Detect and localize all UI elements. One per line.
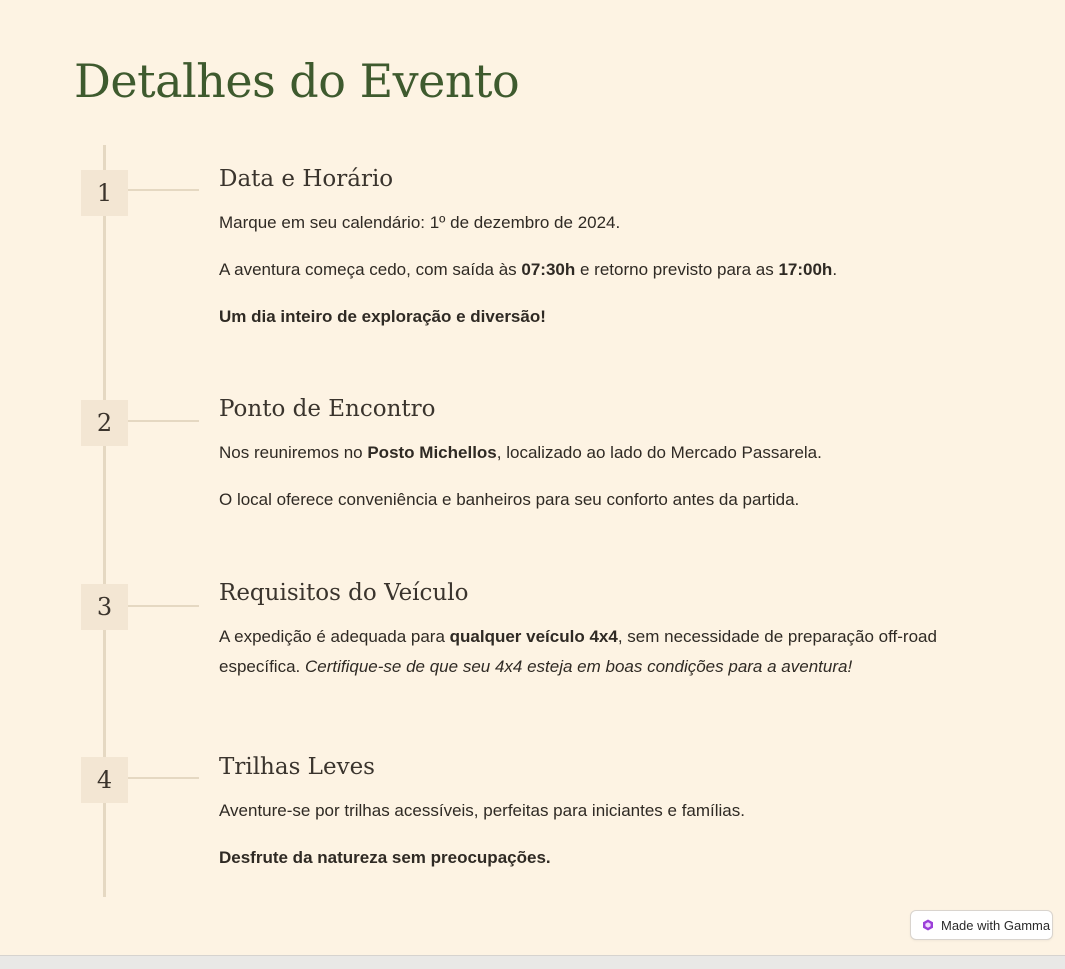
bold-text: Desfrute da natureza sem preocupações. <box>219 848 551 867</box>
bold-text: 17:00h <box>778 260 833 279</box>
step-heading: Requisitos do Veículo <box>219 580 469 606</box>
step-heading: Data e Horário <box>219 166 394 192</box>
step-content <box>219 394 1004 532</box>
window-bottom-edge <box>0 955 1065 969</box>
step-paragraph <box>219 796 1004 826</box>
step-heading: Ponto de Encontro <box>219 396 436 422</box>
text-run: , sem necessidade de preparação off-road específica. <box>219 627 937 676</box>
step-number-badge: 2 <box>81 400 128 446</box>
text-run: e retorno previsto para as <box>575 260 779 279</box>
gamma-logo-icon <box>922 919 934 931</box>
step-connector <box>128 605 199 607</box>
step-content <box>219 578 1004 699</box>
step-connector <box>128 189 199 191</box>
step-heading: Trilhas Leves <box>219 754 375 780</box>
bold-text: qualquer veículo 4x4 <box>449 627 618 646</box>
step-content <box>219 164 1004 349</box>
step-paragraph <box>219 438 1004 468</box>
step-number-badge: 3 <box>81 584 128 630</box>
step-paragraph <box>219 843 1004 873</box>
made-with-gamma-label: Made with Gamma <box>941 917 1051 933</box>
step-paragraph <box>219 208 1004 238</box>
step-number-badge: 4 <box>81 757 128 803</box>
bold-text: Posto Michellos <box>367 443 497 462</box>
text-run: A aventura começa cedo, com saída às <box>219 260 522 279</box>
step-paragraph <box>219 622 1004 682</box>
step-content <box>219 752 1004 890</box>
text-run: Aventure-se por trilhas acessíveis, perfeitas para iniciantes e famílias. <box>219 801 745 820</box>
bold-text: 07:30h <box>521 260 576 279</box>
text-run: , localizado ao lado do Mercado Passarela. <box>496 443 822 462</box>
text-run: Nos reuniremos no <box>219 443 368 462</box>
bold-text: Um dia inteiro de exploração e diversão! <box>219 307 546 326</box>
made-with-gamma-button[interactable] <box>910 910 1053 940</box>
page-title: Detalhes do Evento <box>74 54 520 108</box>
step-paragraph <box>219 485 1004 515</box>
step-connector <box>128 777 199 779</box>
text-run: Marque em seu calendário: 1º de dezembro de 2024. <box>219 213 621 232</box>
italic-text: Certifique-se de que seu 4x4 esteja em boas condições para a aventura! <box>305 657 853 676</box>
step-paragraph <box>219 255 1004 285</box>
text-run: A expedição é adequada para <box>219 627 450 646</box>
step-paragraph <box>219 302 1004 332</box>
step-number-badge: 1 <box>81 170 128 216</box>
text-run: O local oferece conveniência e banheiros para seu conforto antes da partida. <box>219 490 800 509</box>
step-connector <box>128 420 199 422</box>
text-run: . <box>832 260 838 279</box>
